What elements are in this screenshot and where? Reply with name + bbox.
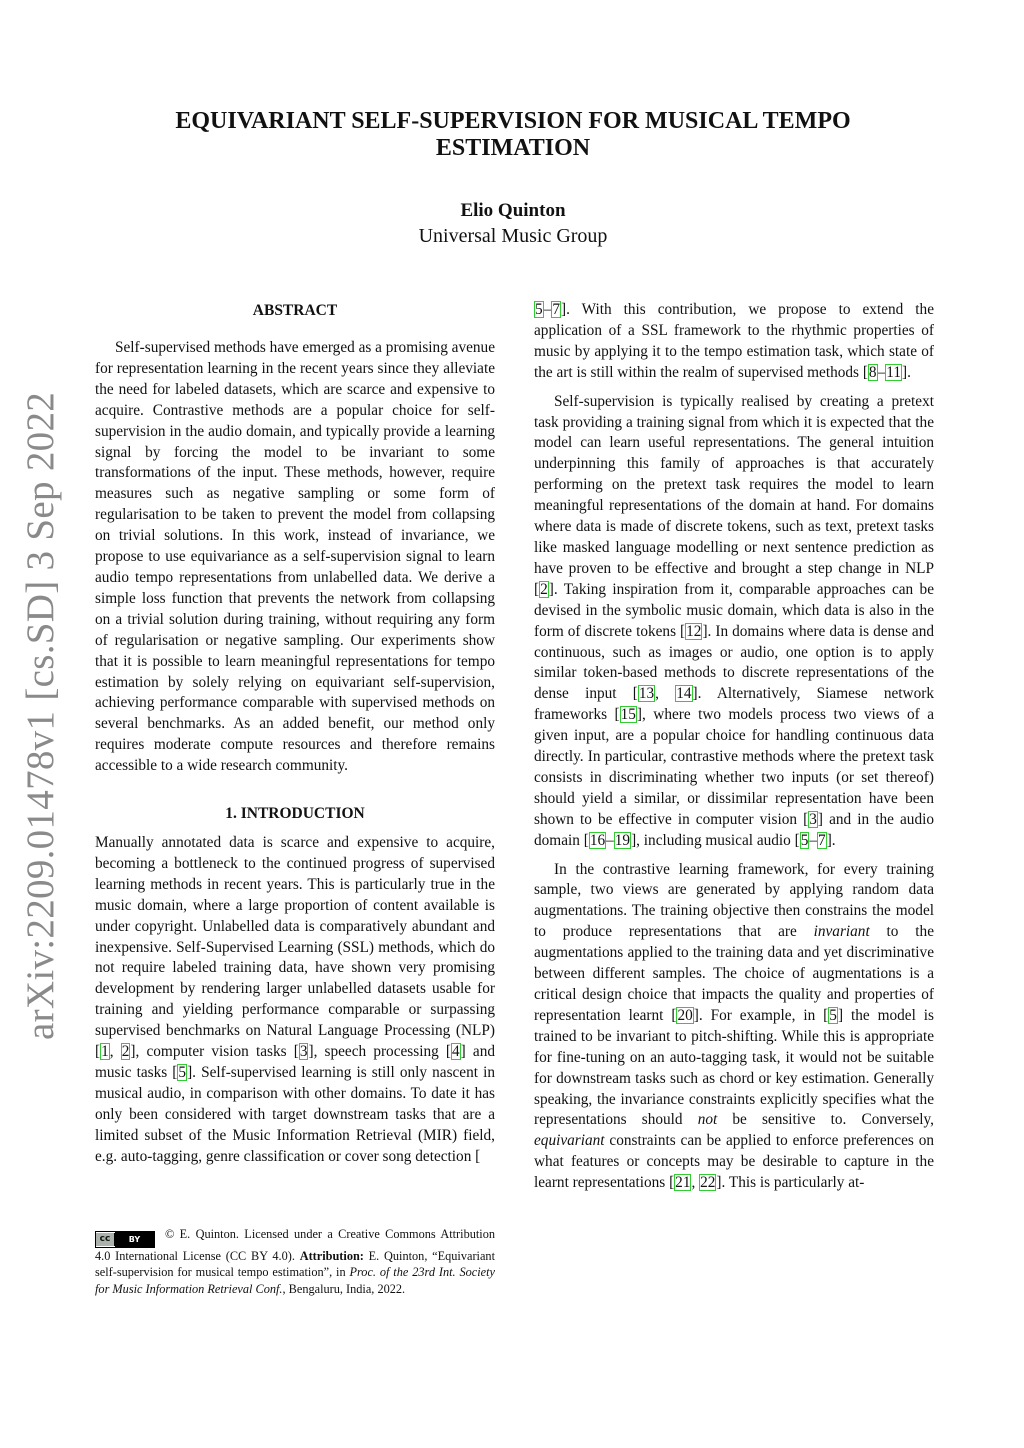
citation-link[interactable]: 12 (686, 622, 702, 640)
left-column (95, 300, 495, 1168)
right-column (534, 300, 934, 1194)
citation-link[interactable]: 14 (676, 685, 692, 703)
citation-link[interactable]: 5 (829, 1006, 837, 1024)
citation-link[interactable]: 21 (675, 1174, 691, 1192)
citation-link[interactable]: 7 (552, 301, 560, 318)
author-name: Elio Quinton (460, 200, 566, 221)
arxiv-identifier-stamp: arXiv:2209.01478v1 [cs.SD] 3 Sep 2022 (19, 391, 62, 1040)
citation-link[interactable]: 5 (535, 301, 543, 318)
paper-title: EQUIVARIANT SELF-SUPERVISION FOR MUSICAL TEMPO ESTIMATION (175, 108, 851, 161)
citation-link[interactable]: 22 (700, 1174, 716, 1192)
citation-link[interactable]: 2 (121, 1043, 130, 1061)
author-affiliation: Universal Music Group (418, 225, 608, 247)
abstract-heading: ABSTRACT (252, 302, 338, 319)
citation-link[interactable]: 1 (101, 1043, 109, 1061)
citation-link[interactable]: 8 (868, 363, 877, 381)
intro-p1-continued: ]. Self-supervised learning is still only nascent in musical audio, in comparison with other domains. To date it has only been considered with target downstream tasks that are a limited subset of the Music Information Retrieval (MIR) field, e.g. auto-tagging, genre classification or cover song detection [ (95, 1064, 495, 1165)
intro-paragraph-1: Manually annotated data is scarce and expensive to acquire, becoming a bottleneck to the continued progress of supervised learning methods in recent years. This is particularly true in the music domain, where a large proportion of content available is under copyright. Unlabelled data is comparatively abundant and inexpensive. Self-Supervised Learning (SSL) methods, which do not require labeled training data, have shown very promising development by rendering larger unlabelled datasets usable for training and yielding performance comparable or surpassing supervised benchmarks on Natural Language Processing (NLP) [1, 2], computer vision tasks [3], speech processing [4] and music tasks [5]. Self-supervised learning is still only nascent in musical audio, in comparison with other domains. To date it has only been considered with target downstream tasks that are a limited subset of the Music Information Retrieval (MIR) field, e.g. auto-tagging, genre classification or cover song detection [ (95, 834, 495, 1165)
intro-paragraph-1-continued: 5–7]. With this contribution, we propose to extend the application of a SSL framework to the rhythmic properties of music by applying it to the tempo estimation task, which state of the art is still within the realm of supervised methods [8–11]. (534, 301, 934, 381)
citation-link[interactable]: 11 (886, 363, 901, 381)
citation-link[interactable]: 19 (614, 831, 631, 849)
citation-link[interactable]: 5 (178, 1064, 187, 1081)
intro-paragraph-3: In the contrastive learning framework, for every training sample, two views are generated by applying random data augmentations. The training objective then constrains the model to produce representations that are invariant to the augmentations applied to the training data and yet discriminative between different samples. The choice of augmentations is a critical design choice that impacts the quality and properties of representation learnt [20]. For example, in [5] the model is trained to be invariant to pitch-shifting. While this is appropriate for fine-tuning on an auto-tagging task, it would not be suitable for downstream tasks such as chord or key estimation. Generally speaking, the invariance constraints explicitly specifies what the representations should not be sensitive to. Conversely, equivariant constraints can be applied to enforce preferences on what features or concepts may be desirable to capture in the learnt representations [21, 22]. This is particularly at- (534, 860, 934, 1192)
citation-link[interactable]: 4 (452, 1043, 460, 1061)
citation-link[interactable]: 13 (638, 685, 655, 703)
license-footnote: cc BY © E. Quinton. Licensed under a Creative Commons Attribution 4.0 International License (CC BY 4.0). Attribution: E. Quinton, “Equivariant self-supervision for musical tempo estimation”, in Proc. of the 23rd Int. Society for Music Information Retrieval Conf., Bengaluru, India, 2022. (95, 1227, 495, 1296)
citation-link[interactable]: 7 (818, 831, 826, 849)
citation-link[interactable]: 20 (677, 1006, 693, 1024)
abstract-text: Self-supervised methods have emerged as a promising avenue for representation learning in the recent years since they alleviate the need for labeled datasets, which are scarce and expensive to acquire. Contrastive methods are a popular choice for self-supervision in the audio domain, and typically provide a learning signal by forcing the model to be invariant to some transformations of the input. These methods, however, require measures such as negative sampling or some form of regularisation to be taken to prevent the model from collapsing on trivial solutions. In this work, instead of invariance, we propose to use equivariance as a self-supervision signal to learn audio tempo representations from unlabelled data. We derive a simple loss function that prevents the network from collapsing on a trivial solution during training, without requiring any form of regularisation or negative sampling. Our experiments show that it is possible to learn meaningful representations for tempo estimation by solely relying on equivariant self-supervision, achieving performance comparable with supervised methods on several benchmarks. As an added benefit, our method only requires moderate compute resources and therefore remains accessible to a wide research community. (95, 339, 495, 775)
citation-link[interactable]: 5 (800, 831, 809, 849)
creative-commons-badge-icon: cc BY (95, 1231, 155, 1248)
citation-link[interactable]: 2 (540, 580, 548, 598)
citation-link[interactable]: 3 (809, 810, 817, 828)
introduction-heading: 1. INTRODUCTION (225, 805, 365, 823)
citation-link[interactable]: 15 (620, 706, 636, 724)
citation-link[interactable]: 16 (589, 831, 606, 849)
citation-link[interactable]: 3 (299, 1043, 308, 1061)
intro-paragraph-2: Self-supervision is typically realised by creating a pretext task providing a training signal from which it is expected that the model can learn useful representations. The general intuition underpinning this family of approaches is that accurately performing on the pretext task requires the model to learn meaningful representations of the domain at hand. For domains where data is made of discrete tokens, such as text, pretext tasks like masked language modelling or next sentence prediction as have proven to be effective and brought a step change in NLP [2]. Taking inspiration from it, comparable approaches can be devised in the symbolic music domain, which data is also in the form of discrete tokens [12]. In domains where data is dense and continuous, such as images or audio, one option is to apply similar token-based methods to discrete representations of the dense input [13, 14]. Alternatively, Siamese network frameworks [15], where two models process two views of a given input, are a popular choice for handling continuous data directly. In particular, contrastive methods where the pretext task consists in discriminating whether two inputs (or set thereof) should yield a similar, or dissimilar representation have been shown to be effective in computer vision [3] and in the audio domain [16–19], including musical audio [5–7]. (534, 392, 934, 849)
